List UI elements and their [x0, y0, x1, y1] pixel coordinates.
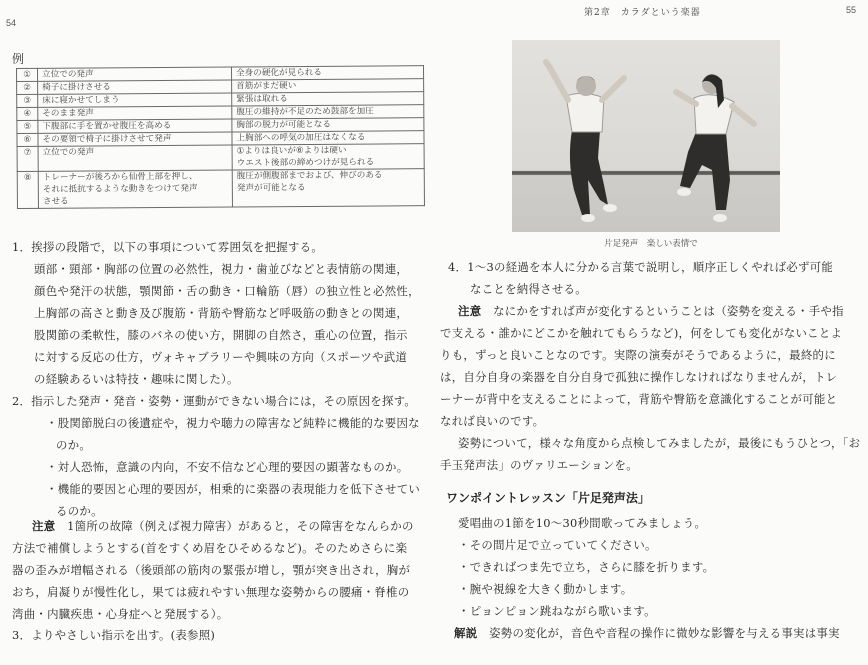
note-line: 湾曲・内臓疾患・心身症へと発展する）。 [12, 607, 229, 621]
table-row [17, 144, 424, 172]
row-number: ② [17, 81, 38, 94]
note-line: 方法で補償しようとする(首をすくめ眉をひそめるなど)。そのためさらに楽 [12, 541, 408, 555]
list-item-3: 3．よりやさしい指示を出す。(表参照) [12, 628, 216, 642]
photo-caption: 片足発声 楽しい表情で [604, 239, 698, 249]
note-line: ーナーが背中を支えることによって，背筋や臀筋を意識化することが可能と [440, 392, 838, 406]
row-result: 全身の硬化が見られる [231, 66, 423, 80]
note-right [440, 300, 860, 476]
explanation-text: 姿勢の変化が，音色や音程の操作に微妙な影響を与える事実は事実 [477, 626, 840, 640]
page-number-right: 55 [846, 5, 857, 15]
example-label: 例 [12, 52, 25, 66]
note-keyword: 注意 [32, 519, 56, 533]
page-number-left: 54 [6, 18, 17, 28]
lesson-bullet: ・ピョンピョン跳ねながら歌います。 [458, 604, 656, 618]
lesson-intro: 愛唱曲の1節を10～30秒間歌ってみましょう。 [458, 516, 707, 530]
note-line: 1箇所の故障（例えば視力障害）があると，その障害をなんらかの [55, 519, 414, 533]
row-action: 下腹部に手を置かせ腹圧を高める [38, 119, 232, 133]
lesson-bullet: ・その間片足で立っていてください。 [458, 538, 657, 552]
paragraph-line: ・対人恐怖，意識の内向，不安不信など心理的要因の顕著なものか。 [46, 460, 409, 474]
row-result: 緊張は取れる [232, 92, 424, 106]
lesson-body [454, 512, 840, 644]
item4-line: 4．1～3の経過を本人に分かる言葉で説明し，順序正しくやれば必ず可能 [448, 260, 834, 274]
row-number: ⑦ [17, 146, 38, 171]
paragraph-line: 頭部・頸部・胸部の位置の必然性，視力・歯並びなどと表情筋の関連， [34, 262, 409, 276]
row-action: 立位での発声 [38, 145, 232, 171]
note-line: おち，肩凝りが慢性化し，果ては疲れやすい無理な姿勢からの腰痛・脊椎の [12, 585, 410, 599]
note-line: は，自分自身の楽器を自分自身で孤独に操作しなければなりませんが，トレ [440, 370, 838, 384]
paragraph-line: の経験あるいは特技・趣味に関した）。 [34, 372, 239, 386]
paragraph-line: 股関節の柔軟性，膝のバネの使い方，開脚の自然さ，重心の位置，指示 [34, 328, 408, 342]
posture-line: 手玉発声法」のヴァリエーションを。 [440, 458, 638, 472]
row-result: 胸部の脱力が可能となる [232, 118, 424, 132]
note-line: なれば良いのです。 [440, 414, 545, 428]
paragraph-line: 上胸部の高さと動き及び腹筋・背筋や臀筋など呼吸筋の動きとの関連， [34, 306, 409, 320]
explanation-keyword: 解説 [454, 626, 478, 640]
row-result: ①よりは良いが⑥よりは硬い ウエスト後部の締めつけが見られる [232, 144, 424, 170]
paragraph-line: 顔色や発汗の状態，顎関節・舌の動き・口輪筋（唇）の独立性と必然性， [34, 284, 420, 298]
row-number: ⑤ [17, 120, 38, 133]
example-table [16, 65, 425, 209]
lesson-heading: ワンポイントレッスン「片足発声法」 [446, 491, 650, 505]
item4-line: なことを納得させる。 [470, 282, 587, 296]
row-action: 床に寝かせてしまう [38, 93, 232, 107]
list-item-4 [448, 256, 833, 300]
row-result: 腹圧の維持が不足のため鼓部を加圧 [232, 105, 424, 119]
paragraph-line: ・股関節脱臼の後遺症や，視力や聴力の障害など純粋に機能的な要因な [46, 416, 420, 430]
row-number: ⑥ [17, 133, 38, 146]
row-action: 椅子に掛けさせる [38, 80, 232, 94]
note-left [12, 515, 414, 645]
running-head: 第2章 カラダという楽器 [584, 8, 701, 18]
lesson-bullet: ・できればつま先で立ち，さらに膝を折ります。 [458, 560, 715, 574]
paragraph-line: ・機能的要因と心理的要因が，相乗的に楽器の表現能力を低下させてい [46, 482, 421, 496]
paragraph-line: 1．挨拶の段階で，以下の事項について雰囲気を把握する。 [12, 240, 324, 254]
note-line: なにかをすれば声が変化するということは（姿勢を変える・手や指 [481, 304, 844, 318]
photo-two-women-one-leg [512, 40, 780, 232]
paragraph-line: 2．指示した発声・発音・姿勢・運動ができない場合には，その原因を探す。 [12, 394, 417, 408]
posture-line: 姿勢について，様々な角度から点検してみましたが，最後にもうひとつ，「お [458, 436, 861, 450]
row-action: そのまま発声 [38, 106, 232, 120]
row-number: ① [17, 68, 38, 81]
table-row [17, 169, 424, 209]
row-result: 腹圧が側腹部までおよび、伸びのある 発声が可能となる [232, 169, 424, 207]
note-line: 器の歪みが増幅される（後頭部の筋肉の緊張が増し，顎が突き出され，胸が [12, 563, 411, 577]
lesson-bullet: ・腕や視線を大きく動かします。 [458, 582, 633, 596]
paragraph-line: に対する反応の仕方，ヴォキャブラリーや興味の方向（スポーツや武道 [34, 350, 408, 364]
row-action: 立位での発声 [38, 67, 232, 81]
row-action: その要領で椅子に掛けさせて発声 [38, 132, 232, 146]
row-number: ④ [17, 107, 38, 120]
row-number: ③ [17, 94, 38, 107]
row-number: ⑧ [17, 171, 38, 208]
row-result: 上胸部への呼気の加圧はなくなる [232, 131, 424, 145]
row-action: トレーナーが後ろから仙骨上部を押し、 それに抵抗するような動きをつけて発声 させる [38, 170, 232, 208]
row-result: 首筋がまだ硬い [232, 79, 424, 93]
note-line: りも，ずっと良いことなのです。実際の演奏がそうであるように，最終的に [440, 348, 836, 362]
photo-illustration [512, 40, 780, 232]
paragraph-line: のか。 [56, 438, 92, 452]
note-line: で支える・誰かにどこかを触れてもらうなど)，何をしても変化がないことよ [440, 326, 843, 340]
note-keyword: 注意 [458, 304, 482, 318]
paragraph-line: るのか。 [56, 504, 103, 518]
numbered-list-1-2 [12, 236, 420, 522]
